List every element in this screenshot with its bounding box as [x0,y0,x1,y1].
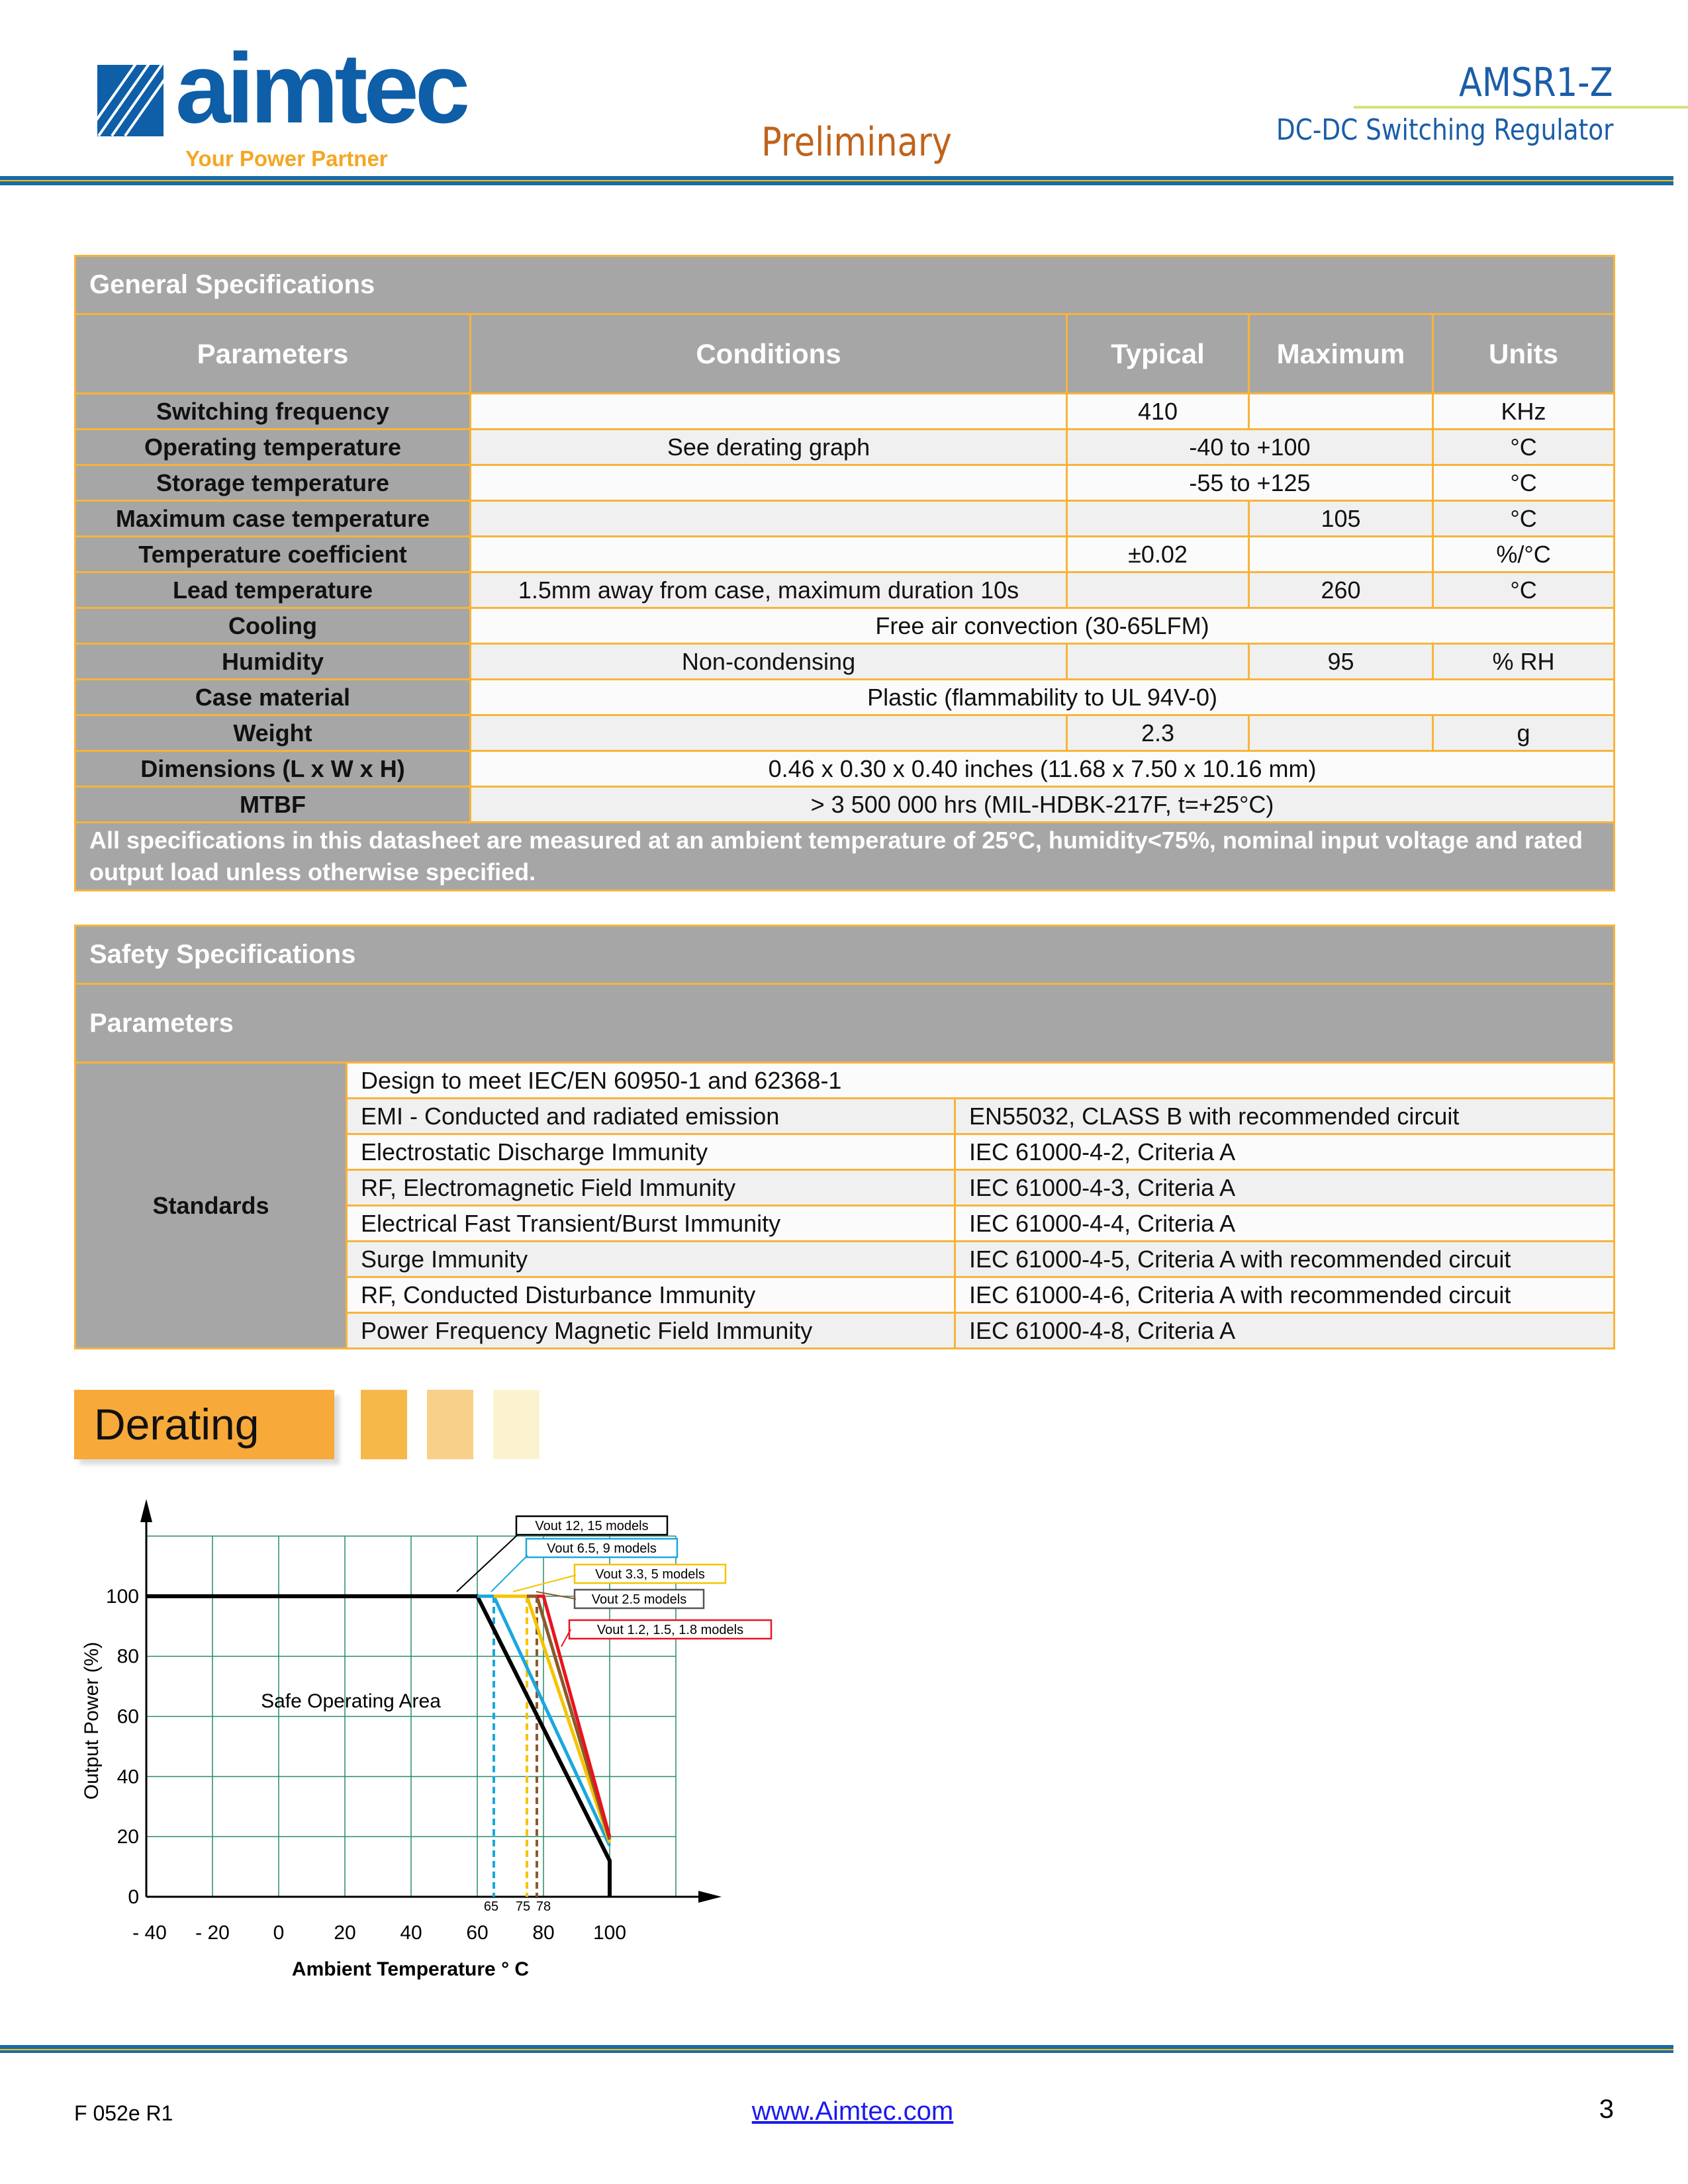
cell-value: % RH [1433,644,1615,680]
table-title: General Specifications [75,256,1615,314]
x-tick-label: 20 [334,1922,356,1944]
standard-test: Electrostatic Discharge Immunity [347,1134,955,1170]
annotation-safe-area: Safe Operating Area [261,1690,441,1712]
table-row [75,787,1615,823]
standard-criteria: IEC 61000-4-8, Criteria A [955,1313,1615,1349]
cell-value [471,715,1067,751]
x-axis-label: Ambient Temperature ° C [291,1958,530,1980]
param-name: Maximum case temperature [75,501,471,537]
table-row [75,680,1615,715]
derating-marker-label: 78 [536,1899,551,1914]
col-typical: Typical [1067,314,1249,394]
title-underline [1354,106,1688,109]
param-name: Humidity [75,644,471,680]
param-name: Weight [75,715,471,751]
standard-test: Surge Immunity [347,1242,955,1277]
cell-value [1249,394,1433,430]
cell-value: °C [1433,501,1615,537]
param-name: Lead temperature [75,572,471,608]
cell-value: 410 [1067,394,1249,430]
cell-value: 0.46 x 0.30 x 0.40 inches (11.68 x 7.50 x 10.16 mm) [471,751,1615,787]
decorative-square [361,1390,407,1459]
cell-value: See derating graph [471,430,1067,465]
table-row [75,430,1615,465]
table-row [75,572,1615,608]
table-row [75,715,1615,751]
param-name: Dimensions (L x W x H) [75,751,471,787]
cell-value: KHz [1433,394,1615,430]
param-name: Cooling [75,608,471,644]
cell-value: °C [1433,465,1615,501]
x-tick-label: - 40 [132,1922,167,1944]
standard-test: Electrical Fast Transient/Burst Immunity [347,1206,955,1242]
legend-label: Vout 3.3, 5 models [595,1567,705,1582]
legend-label: Vout 6.5, 9 models [547,1541,657,1556]
x-tick-label: 0 [273,1922,285,1944]
table-row [75,537,1615,572]
table-row [75,644,1615,680]
param-name: Operating temperature [75,430,471,465]
param-name: MTBF [75,787,471,823]
cell-value [471,537,1067,572]
y-tick-label: 40 [117,1766,139,1788]
x-tick-label: 80 [532,1922,555,1944]
y-tick-label: 100 [105,1585,139,1608]
y-tick-label: 20 [117,1826,139,1848]
decorative-square [427,1390,473,1459]
table-row [75,751,1615,787]
cell-value: 260 [1249,572,1433,608]
standard-criteria: IEC 61000-4-2, Criteria A [955,1134,1615,1170]
cell-value [1249,537,1433,572]
x-tick-label: 100 [592,1922,627,1944]
standard-criteria: IEC 61000-4-3, Criteria A [955,1170,1615,1206]
standard-test: EMI - Conducted and radiated emission [347,1099,955,1134]
footer-divider-lower [0,2050,1673,2053]
product-subtitle: DC-DC Switching Regulator [1276,113,1613,147]
cell-value: Free air convection (30-65LFM) [471,608,1615,644]
cell-value: 2.3 [1067,715,1249,751]
col-units: Units [1433,314,1615,394]
col-parameters: Parameters [75,314,471,394]
legend-label: Vout 2.5 models [591,1592,687,1607]
standard-criteria: EN55032, CLASS B with recommended circuit [955,1099,1615,1134]
model-title: AMSR1-Z [1459,60,1613,106]
derating-chart [0,1489,794,1992]
series-line-0 [146,1596,610,1897]
cell-value: 105 [1249,501,1433,537]
cell-value: Non-condensing [471,644,1067,680]
cell-value [1067,572,1249,608]
col-conditions: Conditions [471,314,1067,394]
standard-criteria: IEC 61000-4-4, Criteria A [955,1206,1615,1242]
table-row [75,501,1615,537]
cell-value: ±0.02 [1067,537,1249,572]
param-name: Storage temperature [75,465,471,501]
cell-value [1067,644,1249,680]
y-tick-label: 60 [117,1706,139,1728]
param-name: Temperature coefficient [75,537,471,572]
y-tick-label: 0 [128,1886,139,1908]
cell-value [1067,501,1249,537]
param-header: Parameters [75,984,1615,1063]
cell-value: Plastic (flammability to UL 94V-0) [471,680,1615,715]
x-tick-label: 40 [400,1922,422,1944]
cell-value: %/°C [1433,537,1615,572]
cell-value: °C [1433,430,1615,465]
table-note: All specifications in this datasheet are measured at an ambient temperature of 25°C, humidity<75%, nominal input voltage and rated output load unless otherwise specified. [75,823,1615,891]
derating-marker-label: 65 [483,1899,499,1914]
legend-label: Vout 1.2, 1.5, 1.8 models [596,1623,744,1637]
logo-wordmark: aimtec [175,32,467,144]
col-maximum: Maximum [1249,314,1433,394]
page-number: 3 [1599,2095,1614,2124]
standards-label: Standards [75,1063,347,1349]
cell-value: -40 to +100 [1067,430,1433,465]
section-title-derating: Derating [74,1390,334,1459]
cell-value: 95 [1249,644,1433,680]
logo-tagline: Your Power Partner [185,146,388,171]
derating-marker-label: 75 [515,1899,531,1914]
header-divider-lower [0,181,1673,185]
legend-pointer [513,1575,576,1592]
cell-value [471,465,1067,501]
legend-pointer [491,1555,528,1592]
cell-value [471,394,1067,430]
param-name: Switching frequency [75,394,471,430]
decorative-square [493,1390,539,1459]
standard-criteria: IEC 61000-4-5, Criteria A with recommended circuit [955,1242,1615,1277]
cell-value: 1.5mm away from case, maximum duration 10s [471,572,1067,608]
cell-value [1249,715,1433,751]
table-row [75,465,1615,501]
x-tick-label: 60 [466,1922,489,1944]
standard-test: RF, Electromagnetic Field Immunity [347,1170,955,1206]
form-code: F 052e R1 [74,2101,173,2125]
standard-test: RF, Conducted Disturbance Immunity [347,1277,955,1313]
y-tick-label: 80 [117,1645,139,1668]
cell-value: g [1433,715,1615,751]
standard-criteria: IEC 61000-4-6, Criteria A with recommended circuit [955,1277,1615,1313]
param-name: Case material [75,680,471,715]
status-label: Preliminary [761,119,952,165]
cell-value: -55 to +125 [1067,465,1433,501]
y-axis-arrow [140,1499,152,1522]
table-row [75,608,1615,644]
safety-specifications-table [74,925,1615,1349]
table-title: Safety Specifications [75,926,1615,984]
x-axis-arrow [698,1891,722,1903]
x-tick-label: - 20 [195,1922,230,1944]
standard-test: Power Frequency Magnetic Field Immunity [347,1313,955,1349]
y-axis-label: Output Power (%) [81,1641,103,1800]
design-standard: Design to meet IEC/EN 60950-1 and 62368-1 [347,1063,1615,1099]
cell-value [471,501,1067,537]
legend-label: Vout 12, 15 models [535,1519,649,1533]
general-specifications-table [74,255,1615,891]
table-row [75,394,1615,430]
cell-value: > 3 500 000 hrs (MIL-HDBK-217F, t=+25°C) [471,787,1615,823]
legend-pointer [457,1535,518,1592]
website-link[interactable]: www.Aimtec.com [751,2097,954,2126]
cell-value: °C [1433,572,1615,608]
